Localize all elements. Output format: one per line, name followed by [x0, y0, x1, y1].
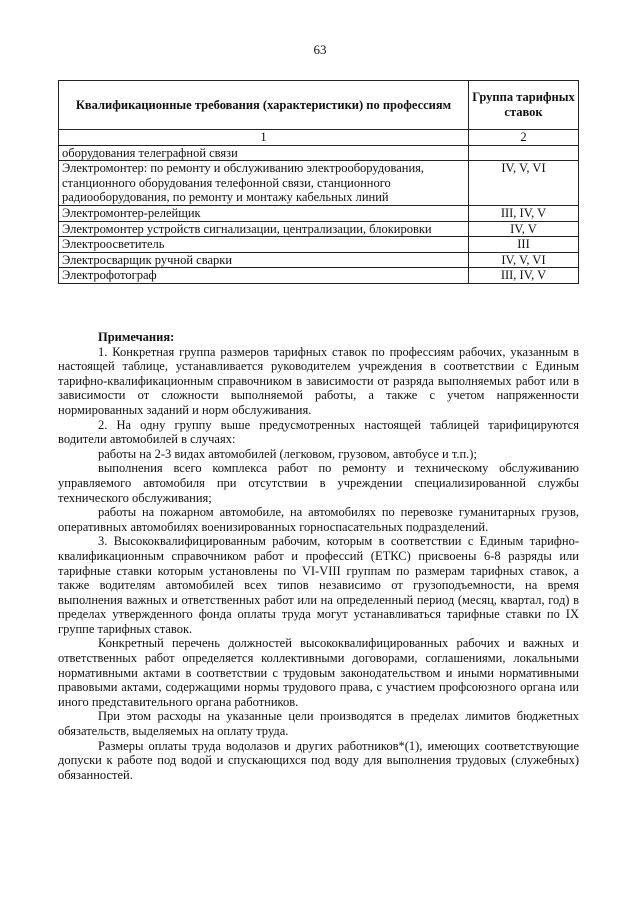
page-number: 63 — [313, 42, 327, 57]
notes-section — [58, 330, 579, 782]
header-rate-group: Группа тарифных ставок — [469, 81, 579, 130]
rate-group: III, IV, V — [469, 205, 579, 221]
note-paragraph: При этом расходы на указанные цели производятся в пределах лимитов бюджетных обязательств, выделяемых на оплату труда. — [58, 709, 579, 739]
profession-name: оборудования телеграфной связи — [59, 145, 469, 161]
note-paragraph: работы на пожарном автомобиле, на автомобилях по перевозке гуманитарных грузов, оперативных автомобилях военизированных горноспасательных подразделений. — [58, 505, 579, 534]
header-requirements: Квалификационные требования (характеристики) по профессиям — [59, 81, 469, 130]
qualification-table — [58, 80, 579, 284]
index-col-2: 2 — [469, 130, 579, 146]
profession-name: Электромонтер-релейщик — [59, 205, 469, 221]
table-row — [59, 161, 579, 206]
profession-name: Электромонтер: по ремонту и обслуживанию электрооборудования, станционного оборудования телефонной связи, станционного радиооборудования, по ремонту и монтажу кабельных линий — [59, 161, 469, 206]
rate-group: IV, V, VI — [469, 161, 579, 206]
table-row — [59, 205, 579, 221]
table-header-row — [59, 81, 579, 130]
profession-name: Электросварщик ручной сварки — [59, 252, 469, 268]
notes-title: Примечания: — [98, 330, 175, 344]
table-row — [59, 237, 579, 253]
table-row — [59, 221, 579, 237]
rate-group: IV, V — [469, 221, 579, 237]
profession-name: Электромонтер устройств сигнализации, централизации, блокировки — [59, 221, 469, 237]
note-paragraph: работы на 2-3 видах автомобилей (легковом, грузовом, автобусе и т.п.); — [98, 446, 477, 461]
note-paragraph: 2. На одну группу выше предусмотренных настоящей таблицей тарифицируются водители автомобилей в случаях: — [58, 417, 579, 447]
rate-group: III — [469, 237, 579, 253]
table-row — [59, 268, 579, 284]
table-row — [59, 252, 579, 268]
rate-group: IV, V, VI — [469, 252, 579, 268]
table-row — [59, 145, 579, 161]
note-paragraph: 3. Высококвалифицированным рабочим, которым в соответствии с Единым тарифно-квалификационным справочником работ и профессий (ЕТКС) присвоены 6-8 разряды или тарифные ставки которым установлены по VI-VIII группам по размерам тарифных ставок, а также водителям автомобилей всех типов независимо от грузоподъемности, на время выполнения важных и ответственных работ или на определенный период (месяц, квартал, год) в пределах утвержденного фонда оплаты труда могут устанавливаться тарифные ставки по IX группе тарифных ставок. — [58, 534, 579, 636]
table-index-row — [59, 130, 579, 146]
note-paragraph: Размеры оплаты труда водолазов и других работников*(1), имеющих соответствующие допуски к работе под водой и спускающихся под воду для выполнения трудовых (служебных) обязанностей. — [58, 738, 579, 782]
profession-name: Электроосветитель — [59, 237, 469, 253]
rate-group — [469, 145, 579, 161]
rate-group: III, IV, V — [469, 268, 579, 284]
note-paragraph: выполнения всего комплекса работ по ремонту и техническому обслуживанию управляемого автомобиля при отсутствии в учреждении специализированной службы технического обслуживания; — [58, 461, 579, 505]
profession-name: Электрофотограф — [59, 268, 469, 284]
note-paragraph: Конкретный перечень должностей высококвалифицированных рабочих и важных и ответственных работ определяется коллективными договорами, соглашениями, локальными нормативными актами в соответствии с трудовым законодательством и иными нормативными правовыми актами, содержащими нормы трудового права, с участием профсоюзного органа или иного представительного органа работников. — [58, 636, 579, 709]
index-col-1: 1 — [59, 130, 469, 146]
note-paragraph: 1. Конкретная группа размеров тарифных ставок по профессиям рабочих, указанным в настоящей таблице, устанавливается руководителем учреждения в соответствии с Единым тарифно-квалификационным справочником в зависимости от разряда выполняемых работ или в зависимости от сложности выполняемой работы, а также с учетом напряженности нормированных заданий и норм обслуживания. — [58, 344, 579, 417]
